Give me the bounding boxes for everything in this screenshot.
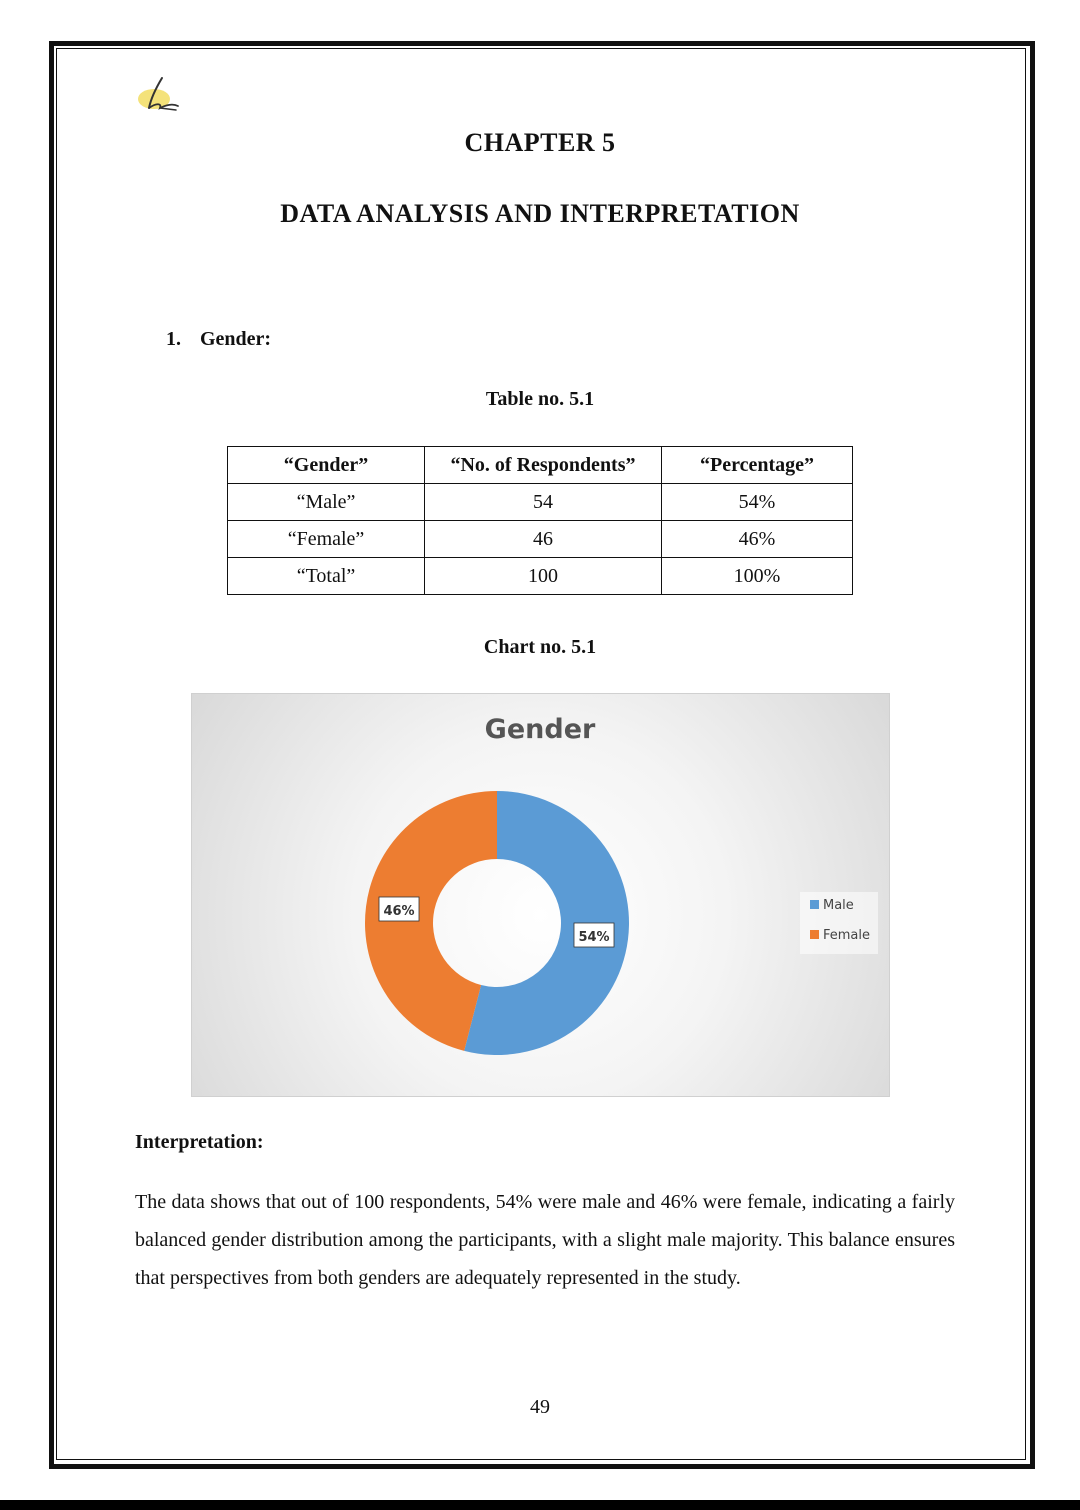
table-header-cell: “Percentage”: [662, 447, 853, 484]
table-cell: 46: [425, 521, 662, 558]
interpretation-text: The data shows that out of 100 respondents, 54% were male and 46% were female, indicating a fairly balanced gender distribution among the participants, with a slight male majority. This balance ensures that perspectives from both genders are adequately represented in the study.: [135, 1191, 955, 1289]
table-cell: 46%: [662, 521, 853, 558]
data-label-male: [574, 923, 614, 947]
table-cell: “Male”: [228, 484, 425, 521]
interpretation-heading: Interpretation:: [135, 1131, 264, 1153]
page-number: 49: [530, 1396, 550, 1418]
gender-table: [227, 446, 853, 595]
table-cell: 100%: [662, 558, 853, 595]
legend-swatch-female: [810, 930, 819, 939]
table-cell: “Female”: [228, 521, 425, 558]
table-cell: 54: [425, 484, 662, 521]
section-heading: [166, 328, 271, 351]
table-row: [228, 484, 853, 521]
table-header-row: [228, 447, 853, 484]
section-title: Gender:: [200, 328, 272, 350]
table-header-cell: “Gender”: [228, 447, 425, 484]
legend-label-male: Male: [823, 898, 854, 913]
chart-title: Gender: [484, 714, 596, 745]
donut-chart-svg: [192, 694, 889, 1096]
table-cell: 100: [425, 558, 662, 595]
table-row: [228, 558, 853, 595]
table-caption: Table no. 5.1: [485, 388, 595, 410]
legend-swatch-male: [810, 900, 819, 909]
table-row: [228, 521, 853, 558]
main-title: DATA ANALYSIS AND INTERPRETATION: [280, 199, 800, 228]
legend-item-female: [810, 928, 870, 944]
table-cell: 54%: [662, 484, 853, 521]
data-label-text: 46%: [383, 904, 415, 919]
table-header-cell: “No. of Respondents”: [425, 447, 662, 484]
pen-icon: [132, 72, 188, 116]
gender-donut-chart: [191, 693, 890, 1097]
chart-caption: Chart no. 5.1: [483, 636, 597, 658]
bottom-edge: [0, 1500, 1080, 1510]
legend-item-male: [810, 898, 854, 914]
data-label-female: [379, 897, 419, 921]
section-number: 1.: [166, 328, 181, 350]
chart-legend: [800, 892, 878, 954]
data-label-text: 54%: [578, 930, 610, 945]
table-cell: “Total”: [228, 558, 425, 595]
legend-label-female: Female: [823, 928, 871, 943]
chapter-title: CHAPTER 5: [464, 128, 616, 157]
